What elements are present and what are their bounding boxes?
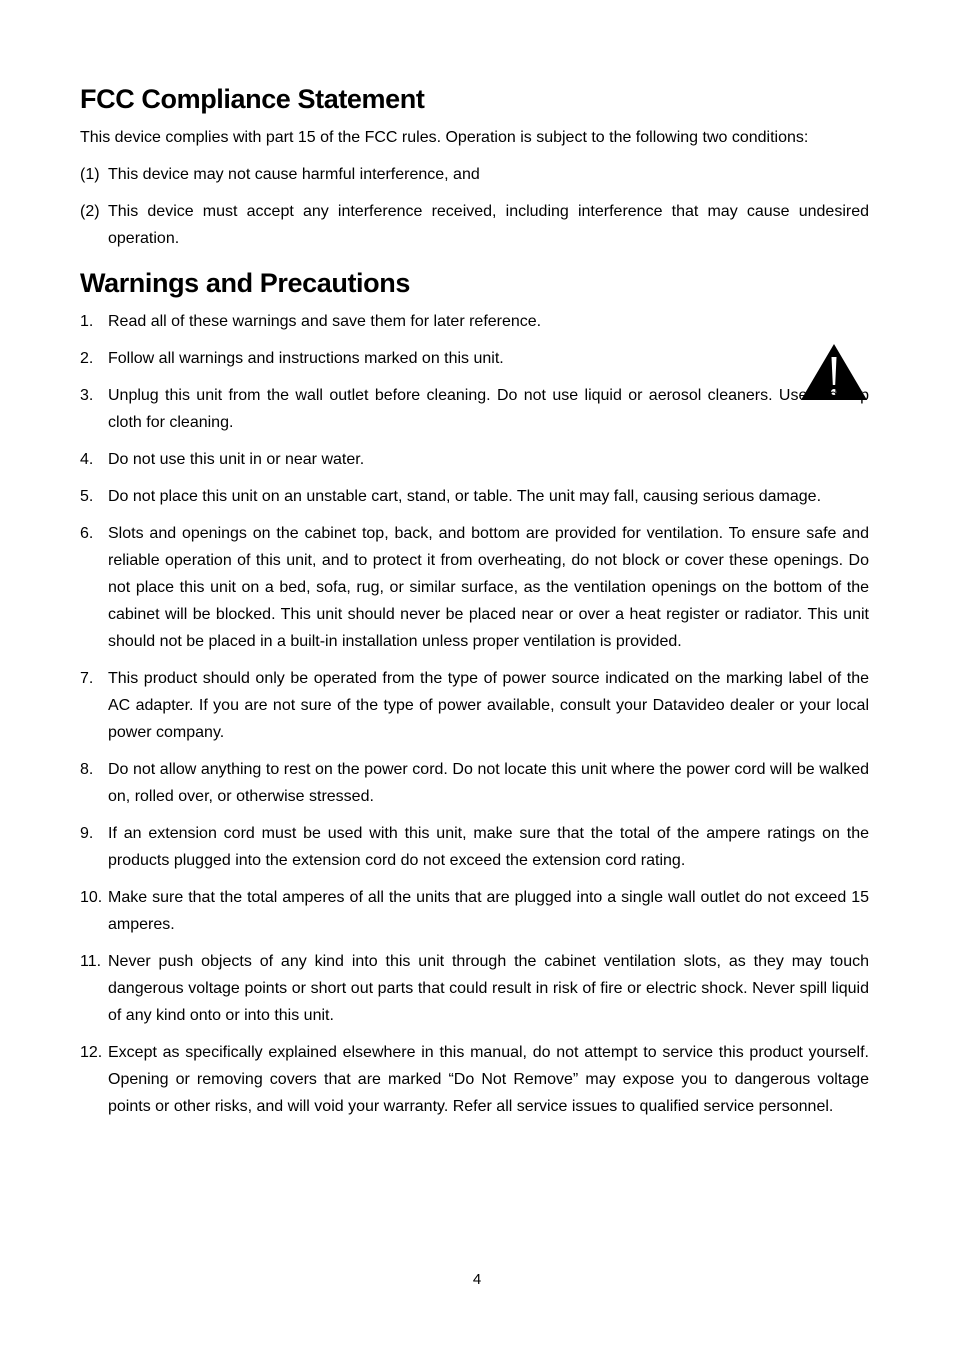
list-text: This product should only be operated from the type of power source indicated on the marking label of the AC adapter. If you are not sure of the type of power available, consult your Datavideo dealer or your local power company. — [108, 670, 869, 741]
list-text: Unplug this unit from the wall outlet before cleaning. Do not use liquid or aerosol cleaners. Use a damp cloth for cleaning. — [108, 387, 869, 431]
fcc-intro: This device complies with part 15 of the FCC rules. Operation is subject to the following two conditions: — [80, 129, 809, 146]
list-item — [80, 665, 869, 746]
list-marker: 3. — [80, 387, 94, 404]
list-text: Do not use this unit in or near water. — [108, 451, 365, 468]
list-marker: 12. — [80, 1044, 103, 1061]
list-text: Read all of these warnings and save them for later reference. — [108, 313, 542, 330]
list-marker: 7. — [80, 670, 94, 687]
list-text: Do not allow anything to rest on the power cord. Do not locate this unit where the power cord will be walked on, rolled over, or otherwise stressed. — [108, 761, 869, 805]
list-item — [80, 308, 869, 335]
warnings-heading: Warnings and Precautions — [80, 268, 410, 298]
list-item — [80, 382, 869, 436]
list-text: Except as specifically explained elsewhere in this manual, do not attempt to service this product yourself. Opening or removing covers that are marked “Do Not Remove” may expose you to dangerous voltage points or other risks, and will void your warranty. Refer all service issues to qualified service personnel. — [108, 1044, 869, 1115]
list-text: Slots and openings on the cabinet top, back, and bottom are provided for ventilation. To ensure safe and reliable operation of this unit, and to protect it from overheating, do not block or cover these openings. Do not place this unit on a bed, sofa, rug, or similar surface, as the ventilation openings on the bottom of the cabinet will be blocked. This unit should never be placed near or over a heat register or radiator. This unit should not be placed in a built-in installation unless proper ventilation is provided. — [108, 525, 869, 650]
list-marker: 10. — [80, 889, 103, 906]
list-text: If an extension cord must be used with this unit, make sure that the total of the ampere ratings on the products plugged into the extension cord do not exceed the extension cord rating. — [108, 825, 869, 869]
list-item — [80, 198, 869, 252]
list-item — [80, 756, 869, 810]
list-text: This device may not cause harmful interference, and — [108, 166, 480, 183]
list-marker: 6. — [80, 525, 94, 542]
fcc-heading: FCC Compliance Statement — [80, 84, 425, 114]
list-item — [80, 884, 869, 938]
list-item — [80, 520, 869, 655]
list-marker: 4. — [80, 451, 94, 468]
document-page — [80, 80, 869, 1130]
list-marker: 1. — [80, 313, 94, 330]
list-item — [80, 161, 869, 188]
list-item — [80, 483, 869, 510]
list-item — [80, 948, 869, 1029]
list-text: Do not place this unit on an unstable cart, stand, or table. The unit may fall, causing serious damage. — [108, 488, 822, 505]
list-text: Make sure that the total amperes of all the units that are plugged into a single wall outlet do not exceed 15 amperes. — [108, 889, 869, 933]
list-item — [80, 820, 869, 874]
list-marker: 2. — [80, 350, 94, 367]
list-marker: (1) — [80, 166, 100, 183]
list-item — [80, 345, 869, 372]
fcc-conditions-list — [80, 161, 869, 252]
list-marker: 5. — [80, 488, 94, 505]
page-number: 4 — [472, 1271, 482, 1288]
warnings-list — [80, 308, 869, 1120]
list-marker: 9. — [80, 825, 94, 842]
list-text: This device must accept any interference received, including interference that may cause undesired operation. — [108, 203, 869, 247]
list-marker: 8. — [80, 761, 94, 778]
list-marker: 11. — [80, 953, 102, 970]
list-item — [80, 446, 869, 473]
list-item — [80, 1039, 869, 1120]
list-text: Never push objects of any kind into this unit through the cabinet ventilation slots, as they may touch dangerous voltage points or short out parts that could result in risk of fire or electric shock. Never spill liquid of any kind onto or into this unit. — [108, 953, 869, 1024]
list-text: Follow all warnings and instructions marked on this unit. — [108, 350, 504, 367]
list-marker: (2) — [80, 203, 100, 220]
